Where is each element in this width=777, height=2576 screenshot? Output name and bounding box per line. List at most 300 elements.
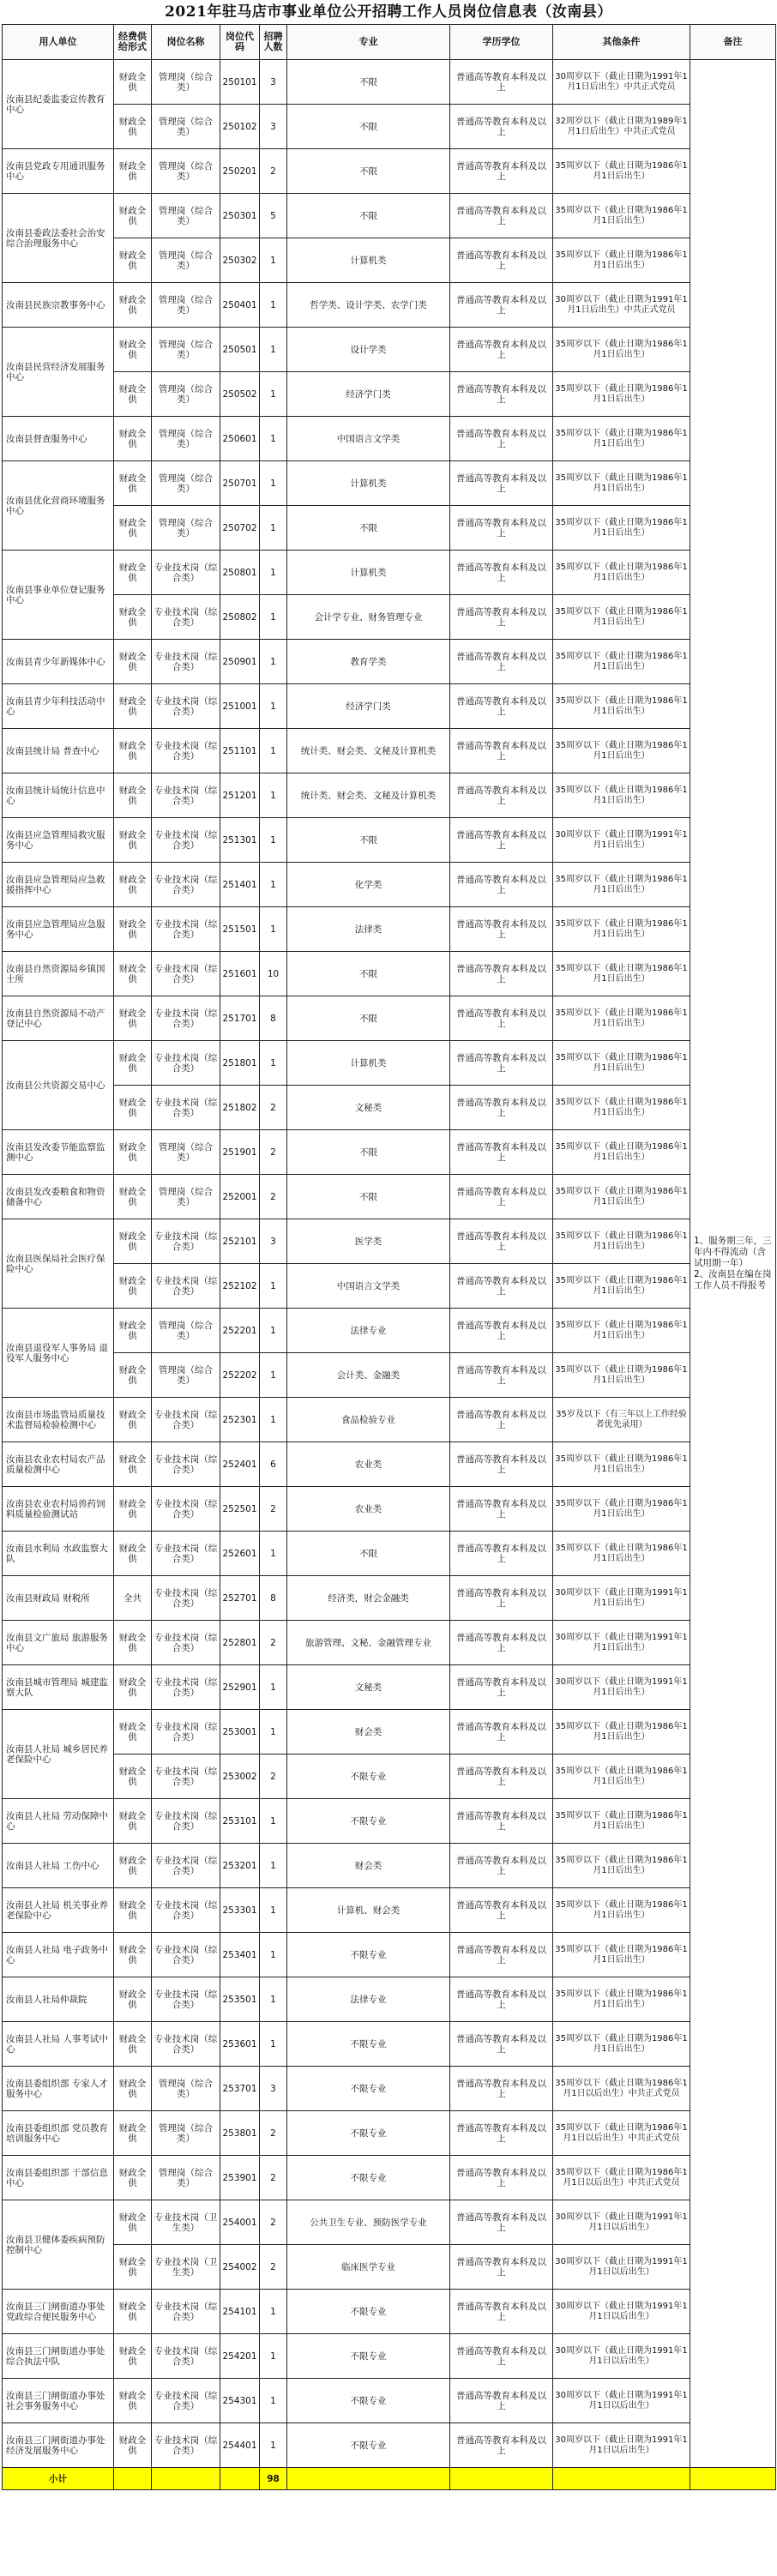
education-cell: 普通高等教育本科及以上 bbox=[450, 105, 553, 149]
table-row bbox=[3, 1621, 776, 1665]
funding-cell: 财政全供 bbox=[114, 1844, 152, 1888]
count-cell: 1 bbox=[260, 372, 287, 417]
header-count: 招聘人数 bbox=[260, 25, 287, 60]
education-cell: 普通高等教育本科及以上 bbox=[450, 1576, 553, 1621]
unit-cell: 汝南县统计局 普查中心 bbox=[3, 729, 114, 773]
post-code-cell: 252701 bbox=[220, 1576, 260, 1621]
unit-cell: 汝南县水利局 水政监察大队 bbox=[3, 1532, 114, 1576]
conditions-cell: 35周岁以下（截止日期为1986年1月1日后出生） bbox=[553, 1264, 690, 1309]
major-cell: 不限 bbox=[287, 60, 450, 105]
major-cell: 设计学类 bbox=[287, 328, 450, 372]
unit-cell: 汝南县人社局仲裁院 bbox=[3, 1977, 114, 2022]
education-cell: 普通高等教育本科及以上 bbox=[450, 1487, 553, 1532]
header-post-code: 岗位代码 bbox=[220, 25, 260, 60]
total-empty bbox=[690, 2468, 776, 2490]
unit-cell: 汝南县公共资源交易中心 bbox=[3, 1041, 114, 1130]
funding-cell: 财政全供 bbox=[114, 952, 152, 996]
conditions-cell: 35周岁以下（截止日期为1986年1月1日以后出生）中共正式党员 bbox=[553, 2156, 690, 2200]
funding-cell: 财政全供 bbox=[114, 1309, 152, 1353]
conditions-cell: 35周岁以下（截止日期为1986年1月1日后出生） bbox=[553, 1086, 690, 1130]
post-code-cell: 251701 bbox=[220, 996, 260, 1041]
post-code-cell: 253101 bbox=[220, 1799, 260, 1844]
funding-cell: 财政全供 bbox=[114, 551, 152, 595]
table-row bbox=[3, 372, 776, 417]
post-name-cell: 专业技术岗（综合类） bbox=[152, 1532, 220, 1576]
post-name-cell: 管理岗（综合类） bbox=[152, 2156, 220, 2200]
post-code-cell: 250802 bbox=[220, 595, 260, 640]
post-code-cell: 254301 bbox=[220, 2379, 260, 2423]
funding-cell: 财政全供 bbox=[114, 773, 152, 818]
major-cell: 法律专业 bbox=[287, 1977, 450, 2022]
table-row bbox=[3, 2423, 776, 2468]
table-row bbox=[3, 952, 776, 996]
major-cell: 不限 bbox=[287, 105, 450, 149]
total-count: 98 bbox=[260, 2468, 287, 2490]
post-name-cell: 专业技术岗（综合类） bbox=[152, 1844, 220, 1888]
education-cell: 普通高等教育本科及以上 bbox=[450, 2111, 553, 2156]
unit-cell: 汝南县农业农村局农产品质量检测中心 bbox=[3, 1442, 114, 1487]
post-code-cell: 253901 bbox=[220, 2156, 260, 2200]
unit-cell: 汝南县应急管理局救灾服务中心 bbox=[3, 818, 114, 863]
count-cell: 1 bbox=[260, 1309, 287, 1353]
count-cell: 1 bbox=[260, 1977, 287, 2022]
post-name-cell: 专业技术岗（综合类） bbox=[152, 2423, 220, 2468]
post-name-cell: 管理岗（综合类） bbox=[152, 1175, 220, 1219]
major-cell: 农业类 bbox=[287, 1442, 450, 1487]
unit-cell: 汝南县青少年科技活动中心 bbox=[3, 684, 114, 729]
education-cell: 普通高等教育本科及以上 bbox=[450, 1888, 553, 1933]
header-post-name: 岗位名称 bbox=[152, 25, 220, 60]
count-cell: 2 bbox=[260, 1086, 287, 1130]
count-cell: 2 bbox=[260, 1175, 287, 1219]
major-cell: 统计类、财会类、文秘及计算机类 bbox=[287, 773, 450, 818]
table-row bbox=[3, 2200, 776, 2245]
post-name-cell: 专业技术岗（综合类） bbox=[152, 1219, 220, 1264]
table-row bbox=[3, 2067, 776, 2111]
funding-cell: 财政全供 bbox=[114, 1130, 152, 1175]
post-code-cell: 252801 bbox=[220, 1621, 260, 1665]
count-cell: 1 bbox=[260, 2022, 287, 2067]
education-cell: 普通高等教育本科及以上 bbox=[450, 2022, 553, 2067]
total-empty bbox=[220, 2468, 260, 2490]
count-cell: 2 bbox=[260, 1487, 287, 1532]
education-cell: 普通高等教育本科及以上 bbox=[450, 283, 553, 328]
unit-cell: 汝南县青少年新媒体中心 bbox=[3, 640, 114, 684]
education-cell: 普通高等教育本科及以上 bbox=[450, 194, 553, 238]
funding-cell: 财政全供 bbox=[114, 729, 152, 773]
count-cell: 6 bbox=[260, 1442, 287, 1487]
funding-cell: 财政全供 bbox=[114, 1353, 152, 1398]
post-name-cell: 专业技术岗（卫生类） bbox=[152, 2200, 220, 2245]
conditions-cell: 32周岁以下（截止日期为1989年1月1日后出生）中共正式党员 bbox=[553, 105, 690, 149]
conditions-cell: 35周岁以下（截止日期为1986年1月1日后出生） bbox=[553, 1754, 690, 1799]
post-name-cell: 专业技术岗（综合类） bbox=[152, 1442, 220, 1487]
post-code-cell: 251802 bbox=[220, 1086, 260, 1130]
total-empty bbox=[114, 2468, 152, 2490]
funding-cell: 财政全供 bbox=[114, 238, 152, 283]
count-cell: 1 bbox=[260, 2290, 287, 2334]
count-cell: 10 bbox=[260, 952, 287, 996]
post-code-cell: 253701 bbox=[220, 2067, 260, 2111]
table-row bbox=[3, 773, 776, 818]
funding-cell: 财政全供 bbox=[114, 1621, 152, 1665]
post-name-cell: 管理岗（综合类） bbox=[152, 328, 220, 372]
major-cell: 中国语言文学类 bbox=[287, 1264, 450, 1309]
post-code-cell: 252102 bbox=[220, 1264, 260, 1309]
major-cell: 会计学专业、财务管理专业 bbox=[287, 595, 450, 640]
post-code-cell: 250401 bbox=[220, 283, 260, 328]
funding-cell: 财政全供 bbox=[114, 1799, 152, 1844]
funding-cell: 财政全供 bbox=[114, 1933, 152, 1977]
major-cell: 公共卫生专业、预防医学专业 bbox=[287, 2200, 450, 2245]
table-row bbox=[3, 238, 776, 283]
conditions-cell: 35周岁以下（截止日期为1986年1月1日后出生） bbox=[553, 863, 690, 907]
conditions-cell: 35周岁以下（截止日期为1986年1月1日后出生） bbox=[553, 1710, 690, 1754]
table-row bbox=[3, 1398, 776, 1442]
post-code-cell: 251101 bbox=[220, 729, 260, 773]
funding-cell: 财政全供 bbox=[114, 417, 152, 461]
table-row bbox=[3, 2334, 776, 2379]
funding-cell: 财政全供 bbox=[114, 818, 152, 863]
conditions-cell: 35周岁以下（截止日期为1986年1月1日后出生） bbox=[553, 1130, 690, 1175]
count-cell: 1 bbox=[260, 1353, 287, 1398]
table-row bbox=[3, 684, 776, 729]
unit-cell: 汝南县人社局 城乡居民养老保险中心 bbox=[3, 1710, 114, 1799]
post-code-cell: 253801 bbox=[220, 2111, 260, 2156]
conditions-cell: 35周岁以下（截止日期为1986年1月1日后出生） bbox=[553, 952, 690, 996]
post-name-cell: 专业技术岗（综合类） bbox=[152, 1487, 220, 1532]
major-cell: 旅游管理、文秘、金融管理专业 bbox=[287, 1621, 450, 1665]
education-cell: 普通高等教育本科及以上 bbox=[450, 1353, 553, 1398]
education-cell: 普通高等教育本科及以上 bbox=[450, 461, 553, 506]
post-code-cell: 251201 bbox=[220, 773, 260, 818]
table-row bbox=[3, 60, 776, 105]
major-cell: 不限专业 bbox=[287, 2067, 450, 2111]
conditions-cell: 35周岁以下（截止日期为1986年1月1日后出生） bbox=[553, 1888, 690, 1933]
funding-cell: 财政全供 bbox=[114, 283, 152, 328]
count-cell: 1 bbox=[260, 1888, 287, 1933]
post-name-cell: 专业技术岗（综合类） bbox=[152, 1754, 220, 1799]
funding-cell: 财政全供 bbox=[114, 640, 152, 684]
conditions-cell: 35周岁以下（截止日期为1986年1月1日后出生） bbox=[553, 729, 690, 773]
major-cell: 不限 bbox=[287, 1532, 450, 1576]
count-cell: 1 bbox=[260, 283, 287, 328]
unit-cell: 汝南县督查服务中心 bbox=[3, 417, 114, 461]
post-code-cell: 254101 bbox=[220, 2290, 260, 2334]
table-row bbox=[3, 1576, 776, 1621]
funding-cell: 财政全供 bbox=[114, 461, 152, 506]
post-code-cell: 251301 bbox=[220, 818, 260, 863]
major-cell: 教育学类 bbox=[287, 640, 450, 684]
funding-cell: 财政全供 bbox=[114, 595, 152, 640]
count-cell: 1 bbox=[260, 1933, 287, 1977]
education-cell: 普通高等教育本科及以上 bbox=[450, 1264, 553, 1309]
major-cell: 不限专业 bbox=[287, 2022, 450, 2067]
count-cell: 1 bbox=[260, 907, 287, 952]
count-cell: 1 bbox=[260, 1532, 287, 1576]
funding-cell: 财政全供 bbox=[114, 2022, 152, 2067]
post-code-cell: 252901 bbox=[220, 1665, 260, 1710]
funding-cell: 财政全供 bbox=[114, 506, 152, 551]
unit-cell: 汝南县委组织部 专家人才服务中心 bbox=[3, 2067, 114, 2111]
table-header-row bbox=[3, 25, 776, 60]
conditions-cell: 30周岁以下（截止日期为1991年1月1日以后出生） bbox=[553, 2290, 690, 2334]
funding-cell: 财政全供 bbox=[114, 1041, 152, 1086]
post-name-cell: 专业技术岗（综合类） bbox=[152, 1576, 220, 1621]
funding-cell: 全共 bbox=[114, 1576, 152, 1621]
count-cell: 3 bbox=[260, 105, 287, 149]
header-education: 学历学位 bbox=[450, 25, 553, 60]
table-row bbox=[3, 149, 776, 194]
major-cell: 计算机类 bbox=[287, 238, 450, 283]
post-code-cell: 254201 bbox=[220, 2334, 260, 2379]
count-cell: 1 bbox=[260, 1264, 287, 1309]
post-code-cell: 253501 bbox=[220, 1977, 260, 2022]
post-name-cell: 管理岗（综合类） bbox=[152, 149, 220, 194]
post-name-cell: 管理岗（综合类） bbox=[152, 2111, 220, 2156]
education-cell: 普通高等教育本科及以上 bbox=[450, 417, 553, 461]
conditions-cell: 35周岁以下（截止日期为1986年1月1日后出生） bbox=[553, 684, 690, 729]
unit-cell: 汝南县农业农村局兽药饲料质量检验测试站 bbox=[3, 1487, 114, 1532]
major-cell: 医学类 bbox=[287, 1219, 450, 1264]
post-code-cell: 253001 bbox=[220, 1710, 260, 1754]
major-cell: 财会类 bbox=[287, 1844, 450, 1888]
post-name-cell: 管理岗（综合类） bbox=[152, 506, 220, 551]
header-remark: 备注 bbox=[690, 25, 776, 60]
count-cell: 5 bbox=[260, 194, 287, 238]
header-major: 专业 bbox=[287, 25, 450, 60]
table-row bbox=[3, 283, 776, 328]
post-code-cell: 252501 bbox=[220, 1487, 260, 1532]
education-cell: 普通高等教育本科及以上 bbox=[450, 1309, 553, 1353]
conditions-cell: 30周岁以下（截止日期为1991年1月1日后出生） bbox=[553, 1576, 690, 1621]
post-code-cell: 250901 bbox=[220, 640, 260, 684]
post-code-cell: 252001 bbox=[220, 1175, 260, 1219]
count-cell: 1 bbox=[260, 1398, 287, 1442]
table-row bbox=[3, 194, 776, 238]
post-code-cell: 250201 bbox=[220, 149, 260, 194]
major-cell: 不限专业 bbox=[287, 2423, 450, 2468]
education-cell: 普通高等教育本科及以上 bbox=[450, 1041, 553, 1086]
conditions-cell: 30周岁以下（截止日期为1991年1月1日以后出生） bbox=[553, 2200, 690, 2245]
education-cell: 普通高等教育本科及以上 bbox=[450, 1844, 553, 1888]
conditions-cell: 35周岁以下（截止日期为1986年1月1日后出生） bbox=[553, 1219, 690, 1264]
major-cell: 不限专业 bbox=[287, 2290, 450, 2334]
conditions-cell: 35周岁以下（截止日期为1986年1月1日后出生） bbox=[553, 551, 690, 595]
post-name-cell: 管理岗（综合类） bbox=[152, 461, 220, 506]
table-row bbox=[3, 2022, 776, 2067]
education-cell: 普通高等教育本科及以上 bbox=[450, 2245, 553, 2290]
post-name-cell: 专业技术岗（综合类） bbox=[152, 1264, 220, 1309]
education-cell: 普通高等教育本科及以上 bbox=[450, 1977, 553, 2022]
conditions-cell: 35周岁以下（截止日期为1986年1月1日后出生） bbox=[553, 1487, 690, 1532]
funding-cell: 财政全供 bbox=[114, 105, 152, 149]
major-cell: 计算机类 bbox=[287, 551, 450, 595]
major-cell: 哲学类、设计学类、农学门类 bbox=[287, 283, 450, 328]
funding-cell: 财政全供 bbox=[114, 1442, 152, 1487]
major-cell: 不限 bbox=[287, 149, 450, 194]
post-name-cell: 专业技术岗（综合类） bbox=[152, 595, 220, 640]
post-name-cell: 专业技术岗（综合类） bbox=[152, 551, 220, 595]
conditions-cell: 35周岁以下（截止日期为1986年1月1日后出生） bbox=[553, 1532, 690, 1576]
table-row bbox=[3, 729, 776, 773]
post-name-cell: 专业技术岗（综合类） bbox=[152, 1799, 220, 1844]
table-row bbox=[3, 1844, 776, 1888]
table-row bbox=[3, 1175, 776, 1219]
unit-cell: 汝南县民营经济发展服务中心 bbox=[3, 328, 114, 417]
post-code-cell: 250101 bbox=[220, 60, 260, 105]
conditions-cell: 35周岁以下（截止日期为1986年1月1日后出生） bbox=[553, 595, 690, 640]
post-name-cell: 专业技术岗（综合类） bbox=[152, 863, 220, 907]
page-title: 2021年驻马店市事业单位公开招聘工作人员岗位信息表（汝南县） bbox=[165, 3, 612, 21]
major-cell: 法律类 bbox=[287, 907, 450, 952]
count-cell: 1 bbox=[260, 773, 287, 818]
education-cell: 普通高等教育本科及以上 bbox=[450, 907, 553, 952]
table-row bbox=[3, 1933, 776, 1977]
post-name-cell: 管理岗（综合类） bbox=[152, 1130, 220, 1175]
conditions-cell: 30周岁以下（截止日期为1991年1月1日后出生）中共正式党员 bbox=[553, 283, 690, 328]
table-row bbox=[3, 1219, 776, 1264]
major-cell: 不限专业 bbox=[287, 2379, 450, 2423]
conditions-cell: 35周岁以下（截止日期为1986年1月1日后出生） bbox=[553, 1977, 690, 2022]
conditions-cell: 35周岁以下（截止日期为1986年1月1日后出生） bbox=[553, 417, 690, 461]
count-cell: 1 bbox=[260, 729, 287, 773]
total-label: 小计 bbox=[3, 2468, 114, 2490]
major-cell: 文秘类 bbox=[287, 1665, 450, 1710]
post-name-cell: 专业技术岗（综合类） bbox=[152, 1621, 220, 1665]
major-cell: 化学类 bbox=[287, 863, 450, 907]
major-cell: 会计类、金融类 bbox=[287, 1353, 450, 1398]
funding-cell: 财政全供 bbox=[114, 1219, 152, 1264]
unit-cell: 汝南县文广旅局 旅游服务中心 bbox=[3, 1621, 114, 1665]
major-cell: 财会类 bbox=[287, 1710, 450, 1754]
conditions-cell: 35周岁以下（截止日期为1986年1月1日后出生） bbox=[553, 1799, 690, 1844]
funding-cell: 财政全供 bbox=[114, 1710, 152, 1754]
major-cell: 法律专业 bbox=[287, 1309, 450, 1353]
post-name-cell: 专业技术岗（综合类） bbox=[152, 818, 220, 863]
count-cell: 1 bbox=[260, 417, 287, 461]
post-name-cell: 管理岗（综合类） bbox=[152, 60, 220, 105]
table-row bbox=[3, 1086, 776, 1130]
header-conditions: 其他条件 bbox=[553, 25, 690, 60]
conditions-cell: 35岁及以下（有三年以上工作经验者优先录用） bbox=[553, 1398, 690, 1442]
unit-cell: 汝南县医保局社会医疗保险中心 bbox=[3, 1219, 114, 1309]
post-code-cell: 250302 bbox=[220, 238, 260, 283]
post-name-cell: 管理岗（综合类） bbox=[152, 283, 220, 328]
post-code-cell: 250502 bbox=[220, 372, 260, 417]
post-code-cell: 250501 bbox=[220, 328, 260, 372]
conditions-cell: 35周岁以下（截止日期为1986年1月1日后出生） bbox=[553, 996, 690, 1041]
education-cell: 普通高等教育本科及以上 bbox=[450, 1621, 553, 1665]
conditions-cell: 30周岁以下（截止日期为1991年1月1日后出生） bbox=[553, 1621, 690, 1665]
unit-cell: 汝南县统计局统计信息中心 bbox=[3, 773, 114, 818]
education-cell: 普通高等教育本科及以上 bbox=[450, 1130, 553, 1175]
header-funding: 经费供给形式 bbox=[114, 25, 152, 60]
unit-cell: 汝南县优化营商环境服务中心 bbox=[3, 461, 114, 551]
post-name-cell: 管理岗（综合类） bbox=[152, 372, 220, 417]
funding-cell: 财政全供 bbox=[114, 60, 152, 105]
post-code-cell: 250702 bbox=[220, 506, 260, 551]
post-name-cell: 专业技术岗（综合类） bbox=[152, 729, 220, 773]
education-cell: 普通高等教育本科及以上 bbox=[450, 595, 553, 640]
count-cell: 2 bbox=[260, 1130, 287, 1175]
post-code-cell: 250301 bbox=[220, 194, 260, 238]
count-cell: 1 bbox=[260, 506, 287, 551]
funding-cell: 财政全供 bbox=[114, 149, 152, 194]
count-cell: 1 bbox=[260, 461, 287, 506]
table-row bbox=[3, 1130, 776, 1175]
post-code-cell: 250601 bbox=[220, 417, 260, 461]
table-row bbox=[3, 640, 776, 684]
major-cell: 不限 bbox=[287, 1130, 450, 1175]
count-cell: 1 bbox=[260, 1665, 287, 1710]
funding-cell: 财政全供 bbox=[114, 2245, 152, 2290]
unit-cell: 汝南县人社局 人事考试中心 bbox=[3, 2022, 114, 2067]
post-code-cell: 253401 bbox=[220, 1933, 260, 1977]
education-cell: 普通高等教育本科及以上 bbox=[450, 773, 553, 818]
funding-cell: 财政全供 bbox=[114, 1175, 152, 1219]
funding-cell: 财政全供 bbox=[114, 1487, 152, 1532]
funding-cell: 财政全供 bbox=[114, 2067, 152, 2111]
unit-cell: 汝南县应急管理局应急救援指挥中心 bbox=[3, 863, 114, 907]
total-row bbox=[3, 2468, 776, 2490]
unit-cell: 汝南县自然资源局不动产登记中心 bbox=[3, 996, 114, 1041]
major-cell: 不限 bbox=[287, 194, 450, 238]
post-code-cell: 253002 bbox=[220, 1754, 260, 1799]
post-name-cell: 专业技术岗（综合类） bbox=[152, 2022, 220, 2067]
education-cell: 普通高等教育本科及以上 bbox=[450, 1799, 553, 1844]
major-cell: 不限 bbox=[287, 1175, 450, 1219]
major-cell: 不限专业 bbox=[287, 2334, 450, 2379]
position-table bbox=[2, 24, 776, 2490]
education-cell: 普通高等教育本科及以上 bbox=[450, 2290, 553, 2334]
total-empty bbox=[450, 2468, 553, 2490]
post-code-cell: 251001 bbox=[220, 684, 260, 729]
post-name-cell: 管理岗（综合类） bbox=[152, 105, 220, 149]
table-row bbox=[3, 1487, 776, 1532]
post-name-cell: 管理岗（综合类） bbox=[152, 194, 220, 238]
table-row bbox=[3, 506, 776, 551]
education-cell: 普通高等教育本科及以上 bbox=[450, 996, 553, 1041]
funding-cell: 财政全供 bbox=[114, 194, 152, 238]
table-row bbox=[3, 996, 776, 1041]
unit-cell: 汝南县市场监管局质量技术监督局检验检测中心 bbox=[3, 1398, 114, 1442]
table-row bbox=[3, 1977, 776, 2022]
count-cell: 1 bbox=[260, 863, 287, 907]
count-cell: 2 bbox=[260, 149, 287, 194]
post-code-cell: 250102 bbox=[220, 105, 260, 149]
education-cell: 普通高等教育本科及以上 bbox=[450, 684, 553, 729]
post-name-cell: 专业技术岗（综合类） bbox=[152, 684, 220, 729]
total-empty bbox=[152, 2468, 220, 2490]
table-row bbox=[3, 417, 776, 461]
post-code-cell: 252101 bbox=[220, 1219, 260, 1264]
table-row bbox=[3, 1442, 776, 1487]
major-cell: 不限专业 bbox=[287, 2156, 450, 2200]
unit-cell: 汝南县人社局 电子政务中心 bbox=[3, 1933, 114, 1977]
table-row bbox=[3, 1665, 776, 1710]
unit-cell: 汝南县三门闸街道办事处 党政综合便民服务中心 bbox=[3, 2290, 114, 2334]
table-row bbox=[3, 328, 776, 372]
unit-cell: 汝南县人社局 工伤中心 bbox=[3, 1844, 114, 1888]
unit-cell: 汝南县党政专用通讯服务中心 bbox=[3, 149, 114, 194]
funding-cell: 财政全供 bbox=[114, 2334, 152, 2379]
major-cell: 不限 bbox=[287, 996, 450, 1041]
count-cell: 1 bbox=[260, 551, 287, 595]
education-cell: 普通高等教育本科及以上 bbox=[450, 149, 553, 194]
post-code-cell: 250801 bbox=[220, 551, 260, 595]
funding-cell: 财政全供 bbox=[114, 2379, 152, 2423]
